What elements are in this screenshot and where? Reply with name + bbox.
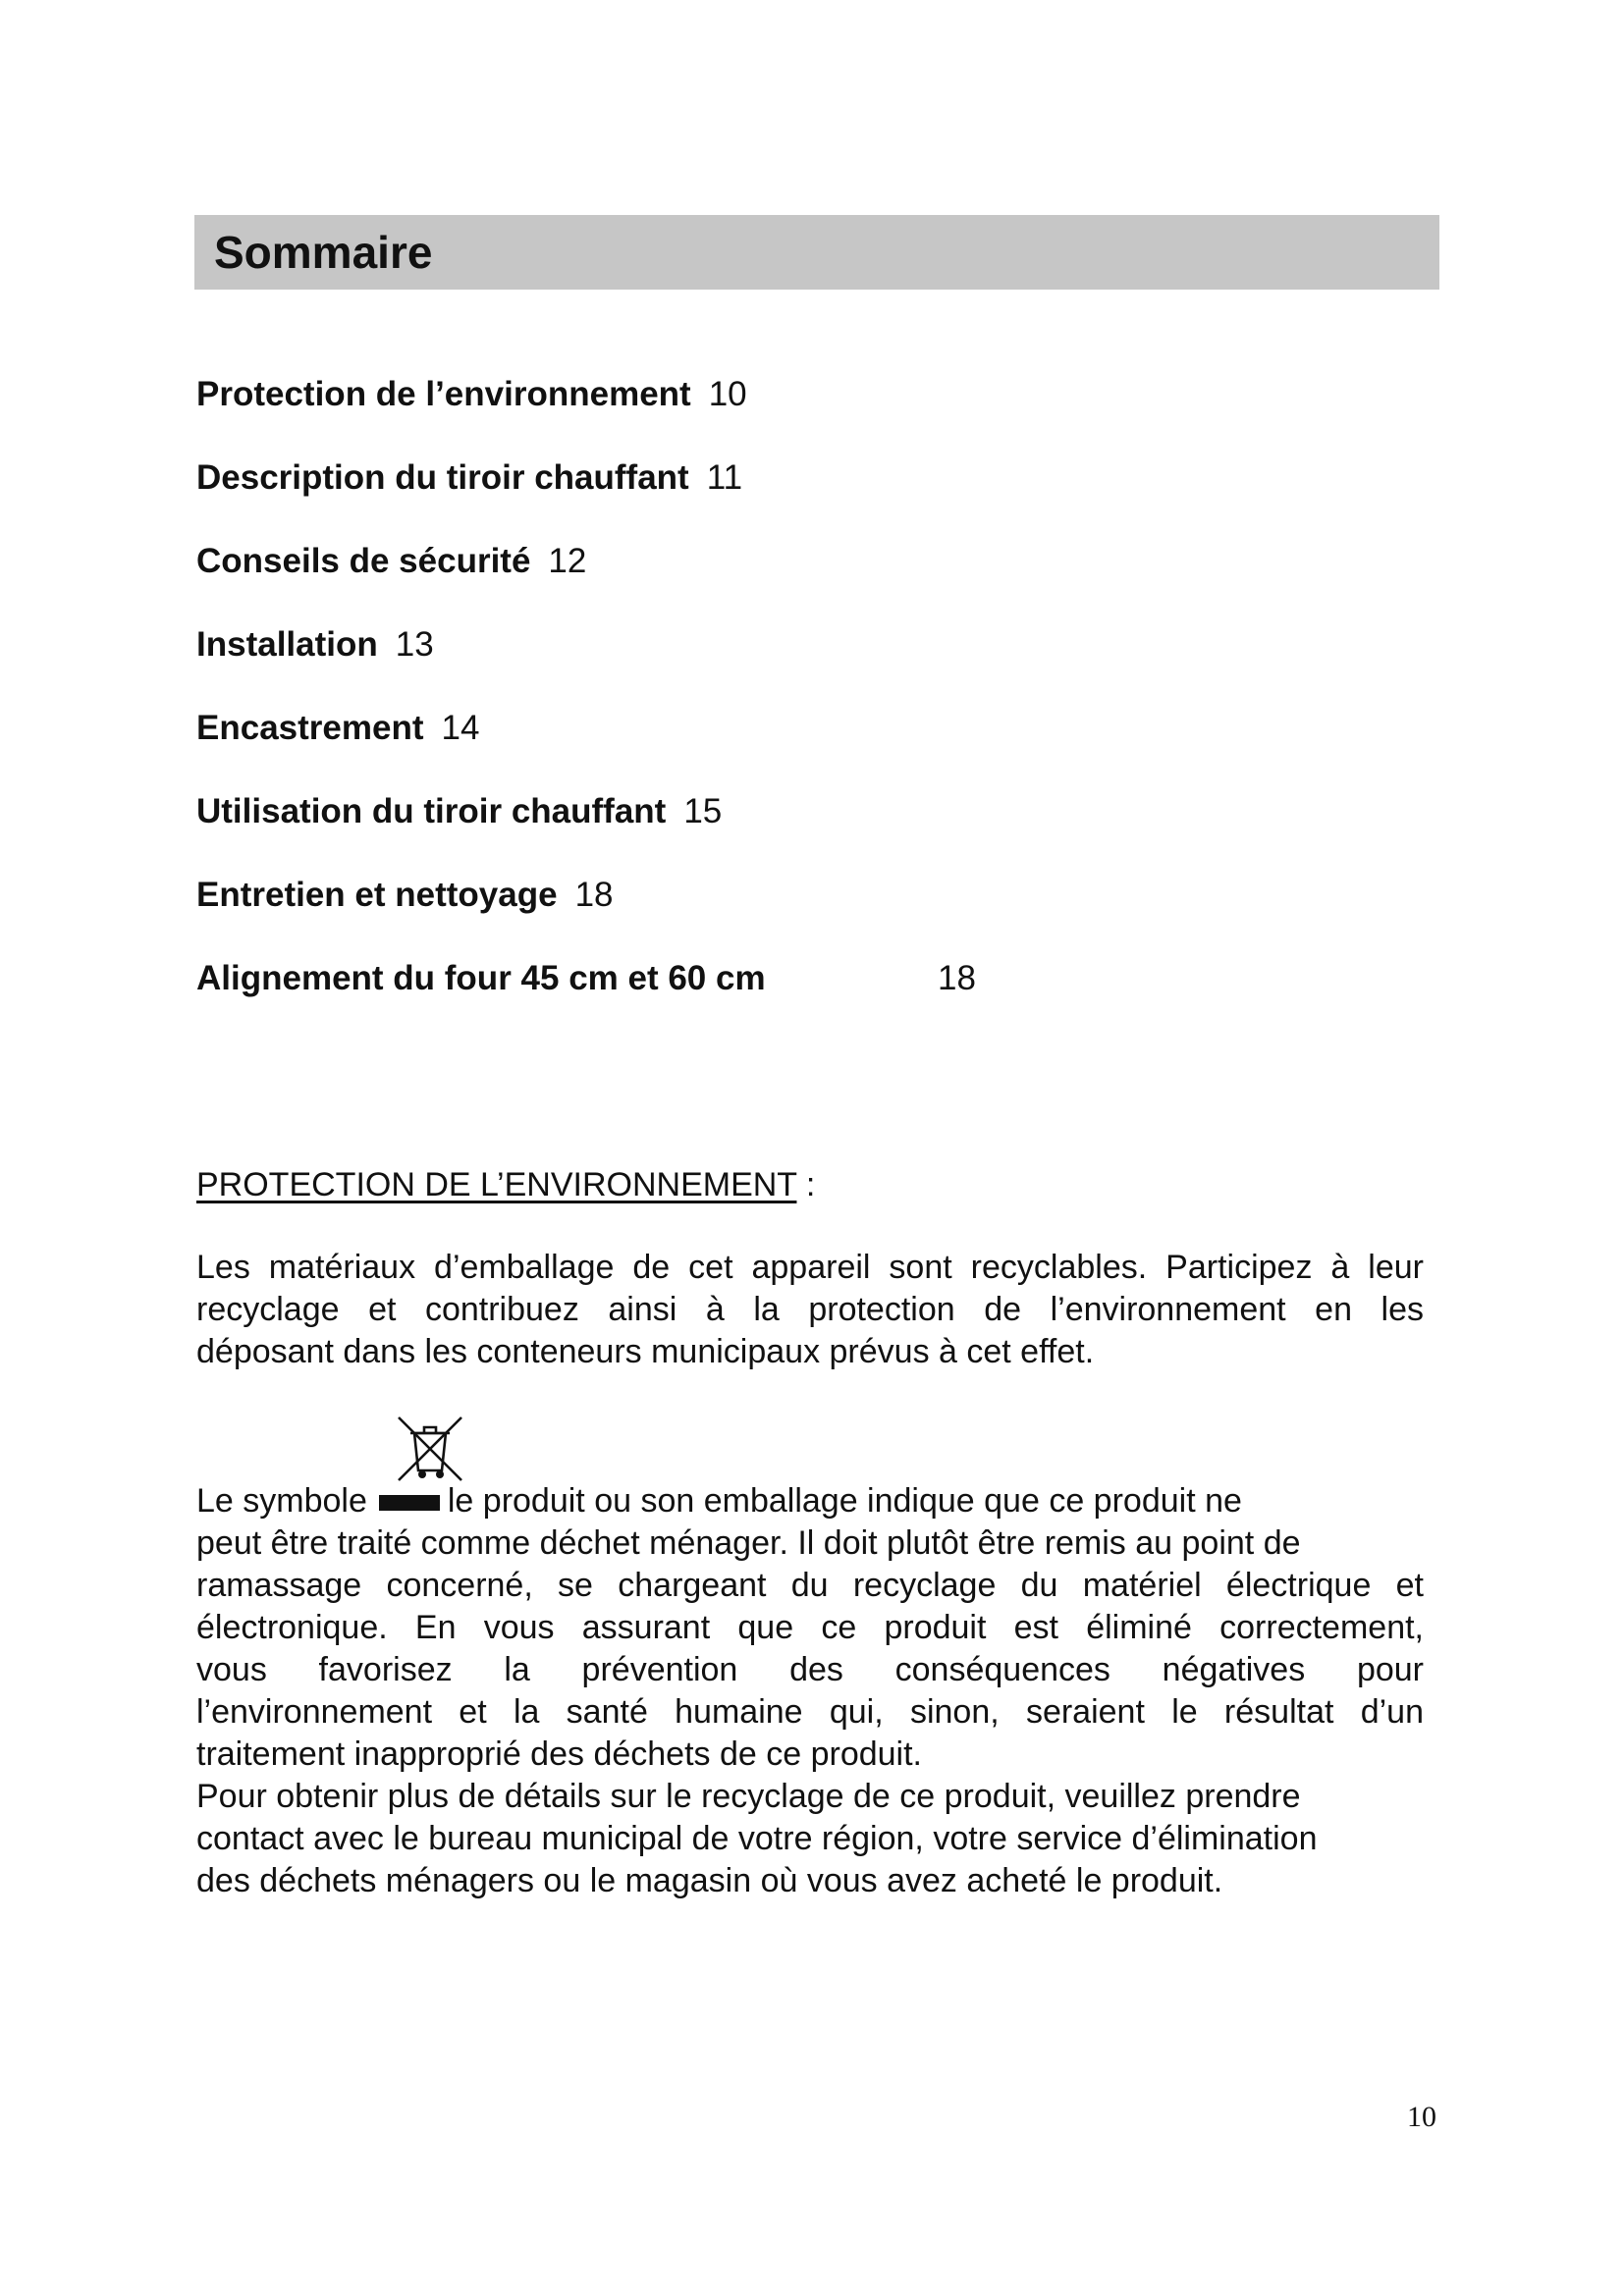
page-number: 10 (1407, 2101, 1436, 2133)
toc-entry-label: Conseils de sécurité (196, 542, 531, 580)
toc-entry[interactable] (196, 874, 1375, 957)
toc-entry-label: Protection de l’environnement (196, 375, 691, 413)
paragraph-line: des déchets ménagers ou le magasin où vous avez acheté le produit. (196, 1862, 1223, 1899)
toc-entry[interactable] (196, 540, 1375, 623)
table-of-contents (196, 373, 1375, 1041)
paragraph-line: traitement inapproprié des déchets de ce produit. (196, 1735, 923, 1773)
section-heading (196, 1163, 815, 1206)
toc-entry-page: 10 (708, 375, 747, 413)
paragraph-line: Les matériaux d’emballage de cet appareil sont recyclables. Participez à leur (196, 1249, 1424, 1286)
toc-entry-page: 18 (574, 876, 614, 914)
toc-entry-label: Installation (196, 625, 378, 664)
toc-entry-label: Description du tiroir chauffant (196, 458, 689, 497)
toc-entry-page: 18 (938, 959, 976, 997)
toc-entry-label: Entretien et nettoyage (196, 876, 558, 914)
toc-entry-page: 14 (441, 709, 480, 747)
paragraph-line: déposant dans les conteneurs municipaux prévus à cet effet. (196, 1333, 1095, 1370)
toc-entry[interactable] (196, 456, 1375, 540)
paragraph-line: ramassage concerné, se chargeant du recyclage du matériel électrique et (196, 1567, 1424, 1604)
symbol-lead-text: Le symbole (196, 1482, 367, 1520)
toc-entry-page: 11 (706, 458, 743, 497)
section-heading-suffix: : (796, 1166, 816, 1203)
weee-paragraph (196, 1480, 1424, 1902)
paragraph-line: électronique. En vous assurant que ce produit est éliminé correctement, (196, 1609, 1424, 1646)
toc-entry[interactable] (196, 790, 1375, 874)
toc-entry-page: 15 (683, 792, 723, 830)
paragraph-line (196, 1480, 1424, 1522)
toc-entry[interactable] (196, 623, 1375, 707)
paragraph-line: vous favorisez la prévention des conséquences négatives pour (196, 1651, 1424, 1688)
symbol-trail-text: le produit ou son emballage indique que ce produit ne (447, 1482, 1242, 1520)
page-title: Sommaire (214, 227, 433, 278)
crossed-out-wheelie-bin-icon (393, 1412, 467, 1486)
paragraph-line: recyclage et contribuez ainsi à la protection de l’environnement en les (196, 1291, 1424, 1328)
paragraph-line: l’environnement et la santé humaine qui, sinon, seraient le résultat d’un (196, 1693, 1424, 1731)
toc-entry-page: 12 (548, 542, 587, 580)
toc-entry[interactable] (196, 707, 1375, 790)
toc-entry[interactable] (196, 373, 1375, 456)
toc-entry-label: Encastrement (196, 709, 424, 747)
toc-entry[interactable] (196, 957, 1375, 1041)
toc-entry-label: Utilisation du tiroir chauffant (196, 792, 667, 830)
black-bar-icon (379, 1495, 440, 1511)
toc-entry-page: 13 (395, 625, 434, 664)
paragraph-line: contact avec le bureau municipal de votre région, votre service d’élimination (196, 1820, 1318, 1857)
section-heading-text: PROTECTION DE L’ENVIRONNEMENT (196, 1166, 797, 1203)
paragraph-line: peut être traité comme déchet ménager. Il doit plutôt être remis au point de (196, 1524, 1301, 1562)
packaging-paragraph (196, 1247, 1424, 1373)
paragraph-line: Pour obtenir plus de détails sur le recyclage de ce produit, veuillez prendre (196, 1778, 1301, 1815)
toc-entry-label: Alignement du four 45 cm et 60 cm (196, 959, 766, 997)
title-bar (194, 215, 1439, 290)
